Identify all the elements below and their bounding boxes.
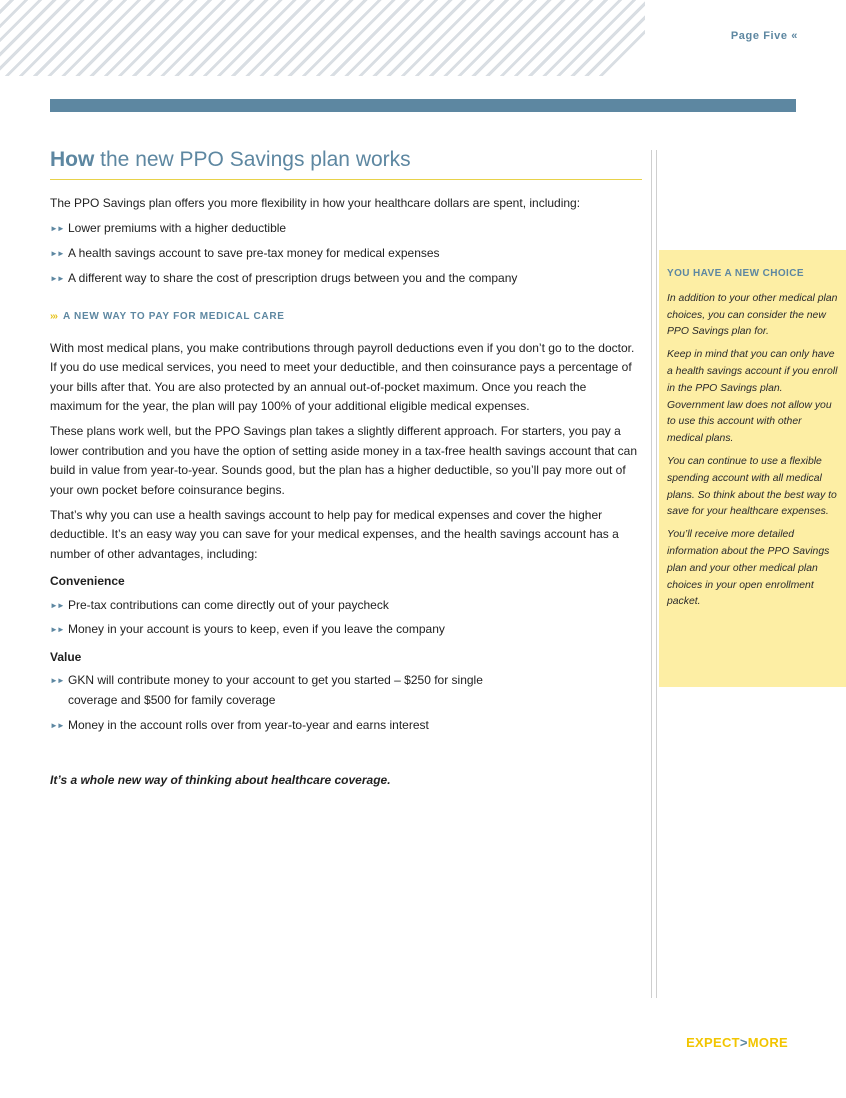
sidebar-paragraph: In addition to your other medical plan choices, you can consider the new PPO Savings plan for. bbox=[667, 292, 838, 338]
value-heading: Value bbox=[50, 649, 82, 664]
sidebar-callout bbox=[659, 250, 846, 687]
list-item-text: Pre-tax contributions can come directly out of your paycheck bbox=[68, 597, 389, 612]
list-item bbox=[50, 620, 640, 639]
bullet-arrow-icon: ►► bbox=[50, 676, 64, 686]
page-title bbox=[50, 146, 642, 180]
convenience-bullet-list bbox=[50, 596, 640, 640]
page-number: Page Five « bbox=[730, 30, 798, 42]
sidebar-heading: YOU HAVE A NEW CHOICE bbox=[667, 268, 804, 279]
list-item bbox=[50, 596, 640, 615]
sidebar-paragraph: Keep in mind that you can only have a health savings account if you enroll in the PPO Savings plan. Government law does not allow you to use this account with other medical plans. bbox=[667, 349, 838, 445]
column-divider bbox=[651, 150, 652, 998]
body-paragraph: That’s why you can use a health savings account to help pay for medical expenses and cover the higher deductible. It’s an easy way you can save for your medical expenses, and the health savings account has a number of other advantages, including: bbox=[50, 508, 619, 561]
column-divider-inner bbox=[656, 150, 657, 998]
bullet-arrow-icon: ►► bbox=[50, 600, 64, 610]
section-heading bbox=[50, 307, 640, 326]
section-heading-text: A NEW WAY TO PAY FOR MEDICAL CARE bbox=[63, 311, 285, 323]
convenience-heading: Convenience bbox=[50, 574, 125, 589]
expect-more-logo bbox=[686, 1035, 788, 1050]
intro-bullet-list bbox=[50, 219, 640, 288]
list-item bbox=[50, 269, 640, 288]
body-paragraph: These plans work well, but the PPO Savings plan takes a slightly different approach. For starters, you pay a lower contribution and you have the option of setting aside money in a tax-free health savings account that can build in value from year-to-year. Sounds good, but the plan has a higher deductible, so you’ll pay more out of your own pocket before coinsurance begins. bbox=[50, 424, 638, 497]
bullet-arrow-icon: ►► bbox=[50, 249, 64, 259]
list-item-text: GKN will contribute money to your account to get you started – $250 for single coverage and $500 for family coverage bbox=[68, 673, 483, 707]
intro-paragraph: The PPO Savings plan offers you more flexibility in how your healthcare dollars are spent, including: bbox=[50, 196, 581, 210]
bullet-arrow-icon: ►► bbox=[50, 224, 64, 234]
title-emphasis: How bbox=[50, 148, 95, 171]
bullet-arrow-icon: ►► bbox=[50, 274, 64, 283]
list-item bbox=[50, 716, 640, 735]
bullet-arrow-icon: ►► bbox=[50, 625, 64, 635]
list-item-text: A different way to share the cost of prescription drugs between you and the company bbox=[68, 271, 518, 285]
list-item-text: Money in your account is yours to keep, even if you leave the company bbox=[68, 622, 445, 637]
list-item-text: Lower premiums with a higher deductible bbox=[68, 221, 287, 236]
list-item-text: A health savings account to save pre-tax money for medical expenses bbox=[68, 246, 440, 261]
chevron-icon: ››› bbox=[50, 311, 57, 323]
logo-left-text: EXPECT bbox=[686, 1035, 740, 1050]
list-item bbox=[50, 244, 640, 263]
title-rest: the new PPO Savings plan works bbox=[94, 148, 411, 171]
value-bullet-list bbox=[50, 671, 640, 735]
logo-arrow-icon: > bbox=[739, 1035, 748, 1050]
closing-statement: It’s a whole new way of thinking about healthcare coverage. bbox=[50, 772, 391, 787]
logo-right-text: MORE bbox=[747, 1035, 788, 1050]
header-bar bbox=[50, 99, 796, 112]
list-item-text: Money in the account rolls over from year-to-year and earns interest bbox=[68, 717, 429, 732]
main-column bbox=[50, 194, 640, 790]
body-paragraph: With most medical plans, you make contributions through payroll deductions even if you don’t go to the doctor. If you do use medical services, you need to meet your deductible, and then coinsurance pays a percentage of your bills after that. You are also protected by an annual out-of-pocket maximum. Once you reach the maximum for the year, the plan will pay 100% of your additional eligible medical expenses. bbox=[50, 340, 635, 414]
bullet-arrow-icon: ►► bbox=[50, 720, 64, 730]
hatched-header-pattern bbox=[0, 0, 645, 76]
sidebar-paragraph: You can continue to use a flexible spending account with all medical plans. So think about the best way to save for your healthcare expenses. bbox=[667, 455, 837, 518]
sidebar-paragraph: You’ll receive more detailed information about the PPO Savings plan and your other medical plan choices in your open enrollment packet. bbox=[667, 529, 830, 608]
list-item bbox=[50, 671, 640, 710]
list-item bbox=[50, 219, 640, 238]
